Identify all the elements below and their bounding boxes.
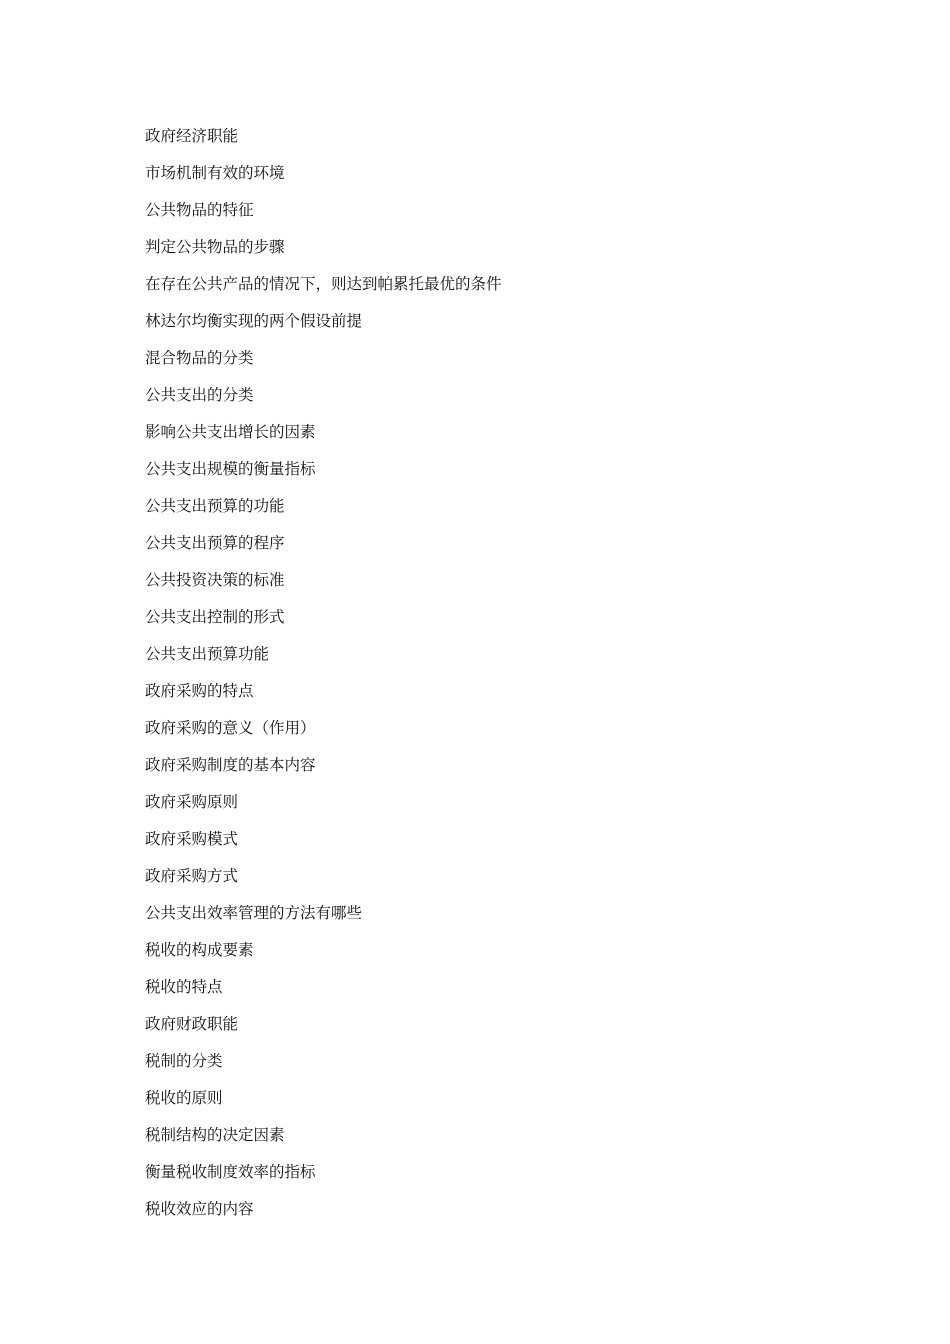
topic-list bbox=[145, 124, 502, 1234]
list-item: 公共支出效率管理的方法有哪些 bbox=[145, 904, 363, 922]
list-item: 政府采购模式 bbox=[145, 830, 239, 848]
list-item: 税收的原则 bbox=[145, 1089, 223, 1107]
list-item: 在存在公共产品的情况下，则达到帕累托最优的条件 bbox=[145, 275, 502, 293]
list-item: 政府采购的意义（作用） bbox=[145, 719, 316, 737]
list-item: 政府采购制度的基本内容 bbox=[145, 756, 316, 774]
list-item: 公共支出预算的功能 bbox=[145, 497, 285, 515]
list-item: 公共投资决策的标准 bbox=[145, 571, 285, 589]
list-item: 公共支出控制的形式 bbox=[145, 608, 285, 626]
list-item: 市场机制有效的环境 bbox=[145, 164, 285, 182]
list-item: 公共物品的特征 bbox=[145, 201, 254, 219]
list-item: 政府采购方式 bbox=[145, 867, 239, 885]
list-item: 税制的分类 bbox=[145, 1052, 223, 1070]
list-item: 混合物品的分类 bbox=[145, 349, 254, 367]
list-item: 公共支出预算功能 bbox=[145, 645, 270, 663]
list-item: 政府采购原则 bbox=[145, 793, 239, 811]
list-item: 税收效应的内容 bbox=[145, 1200, 254, 1218]
list-item: 公共支出预算的程序 bbox=[145, 534, 285, 552]
list-item: 政府采购的特点 bbox=[145, 682, 254, 700]
list-item: 税制结构的决定因素 bbox=[145, 1126, 285, 1144]
list-item: 政府经济职能 bbox=[145, 127, 239, 145]
list-item: 影响公共支出增长的因素 bbox=[145, 423, 316, 441]
list-item: 公共支出规模的衡量指标 bbox=[145, 460, 316, 478]
list-item: 衡量税收制度效率的指标 bbox=[145, 1163, 316, 1181]
list-item: 林达尔均衡实现的两个假设前提 bbox=[145, 312, 363, 330]
list-item: 判定公共物品的步骤 bbox=[145, 238, 285, 256]
list-item: 税收的特点 bbox=[145, 978, 223, 996]
list-item: 税收的构成要素 bbox=[145, 941, 254, 959]
list-item: 政府财政职能 bbox=[145, 1015, 239, 1033]
list-item: 公共支出的分类 bbox=[145, 386, 254, 404]
